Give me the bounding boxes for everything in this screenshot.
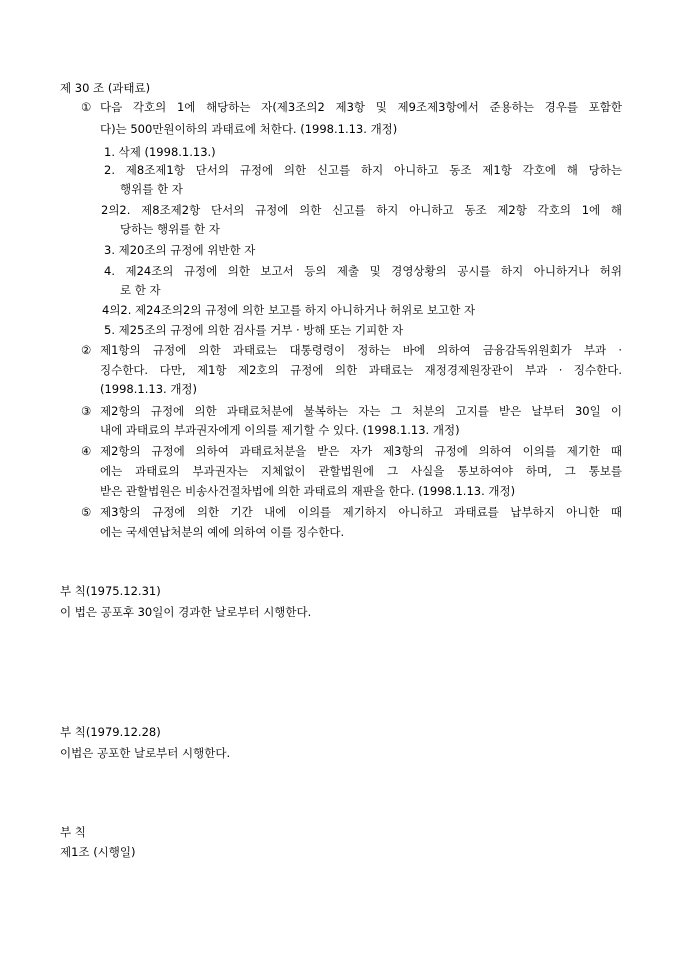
paragraph-2-line-1: 제1항의 규정에 의한 과태료는 대통령령이 정하는 바에 의하여 금융감독위원회가 부과 · [100,343,622,357]
paragraph-4-line-2: 에는 과태료의 부과권자는 지체없이 관할법원에 그 사실을 통보하여야 하며, 그 통보를 [100,464,622,478]
paragraph-4-line-1: 제2항의 규정에 의하여 과태료처분을 받은 자가 제3항의 규정에 의하여 이의를 제기한 때 [100,444,622,458]
article-30-heading: 제 30 조 (과태료) [60,81,151,95]
paragraph-2-marker: ② [81,343,92,357]
paragraph-2-line-3: (1998.1.13. 개정) [100,382,198,396]
item-4-2: 4의2. 제24조의2의 규정에 의한 보고를 하지 아니하거나 허위로 보고한 자 [102,303,476,317]
item-4-line-1: 4. 제24조의 규정에 의한 보고서 등의 제출 및 경영상황의 공시를 하지 아니하거나 허위 [104,264,622,278]
addendum-1979-heading: 부 칙(1979.12.28) [60,725,161,739]
paragraph-3-marker: ③ [81,404,92,418]
paragraph-3-line-2: 내에 과태료의 부과권자에게 이의를 제기할 수 있다. (1998.1.13. 개정) [100,423,460,437]
paragraph-1-line-1: 다음 각호의 1에 해당하는 자(제3조의2 제3항 및 제9조제3항에서 준용하는 경우를 포함한 [100,100,622,114]
paragraph-2-line-2: 징수한다. 다만, 제1항 제2호의 규정에 의한 과태료는 재정경제원장관이 부과 · 징수한다. [100,363,622,377]
addendum-1975-heading: 부 칙(1975.12.31) [60,584,161,598]
item-3: 3. 제20조의 규정에 위반한 자 [104,243,256,257]
addendum-1975-text: 이 법은 공포후 30일이 경과한 날로부터 시행한다. [60,605,312,619]
item-2-line-2: 행위를 한 자 [120,182,183,196]
item-2-2-line-2: 당하는 행위를 한 자 [120,222,220,236]
paragraph-4-marker: ④ [81,444,92,458]
item-5: 5. 제25조의 규정에 의한 검사를 거부 · 방해 또는 기피한 자 [104,323,404,337]
paragraph-3-line-1: 제2항의 규정에 의한 과태료처분에 불복하는 자는 그 처분의 고지를 받은 날부터 30일 이 [100,404,622,418]
paragraph-5-line-1: 제3항의 규정에 의한 기간 내에 이의를 제기하지 아니하고 과태료를 납부하지 아니한 때 [100,505,622,519]
item-2-2-line-1: 2의2. 제8조제2항 단서의 규정에 의한 신고를 하지 아니하고 동조 제2항 각호의 1에 해 [101,203,622,217]
paragraph-4-line-3: 받은 관할법원은 비송사건절차법에 의한 과태료의 재판을 한다. (1998.1.13. 개정) [100,484,516,498]
addendum-3-article-1: 제1조 (시행일) [60,845,136,859]
item-2-line-1: 2. 제8조제1항 단서의 규정에 의한 신고를 하지 아니하고 동조 제1항 각호에 해 당하는 [104,163,622,177]
paragraph-5-line-2: 에는 국세연납처분의 예에 의하여 이를 징수한다. [100,525,345,539]
item-4-line-2: 로 한 자 [120,283,161,297]
paragraph-1-line-2: 다)는 500만원이하의 과태료에 처한다. (1998.1.13. 개정) [100,122,398,136]
addendum-1979-text: 이법은 공포한 날로부터 시행한다. [60,746,231,760]
addendum-3-heading: 부 칙 [60,825,86,839]
item-1: 1. 삭제 (1998.1.13.) [104,145,216,159]
paragraph-5-marker: ⑤ [81,505,92,519]
paragraph-1-marker: ① [81,100,92,114]
